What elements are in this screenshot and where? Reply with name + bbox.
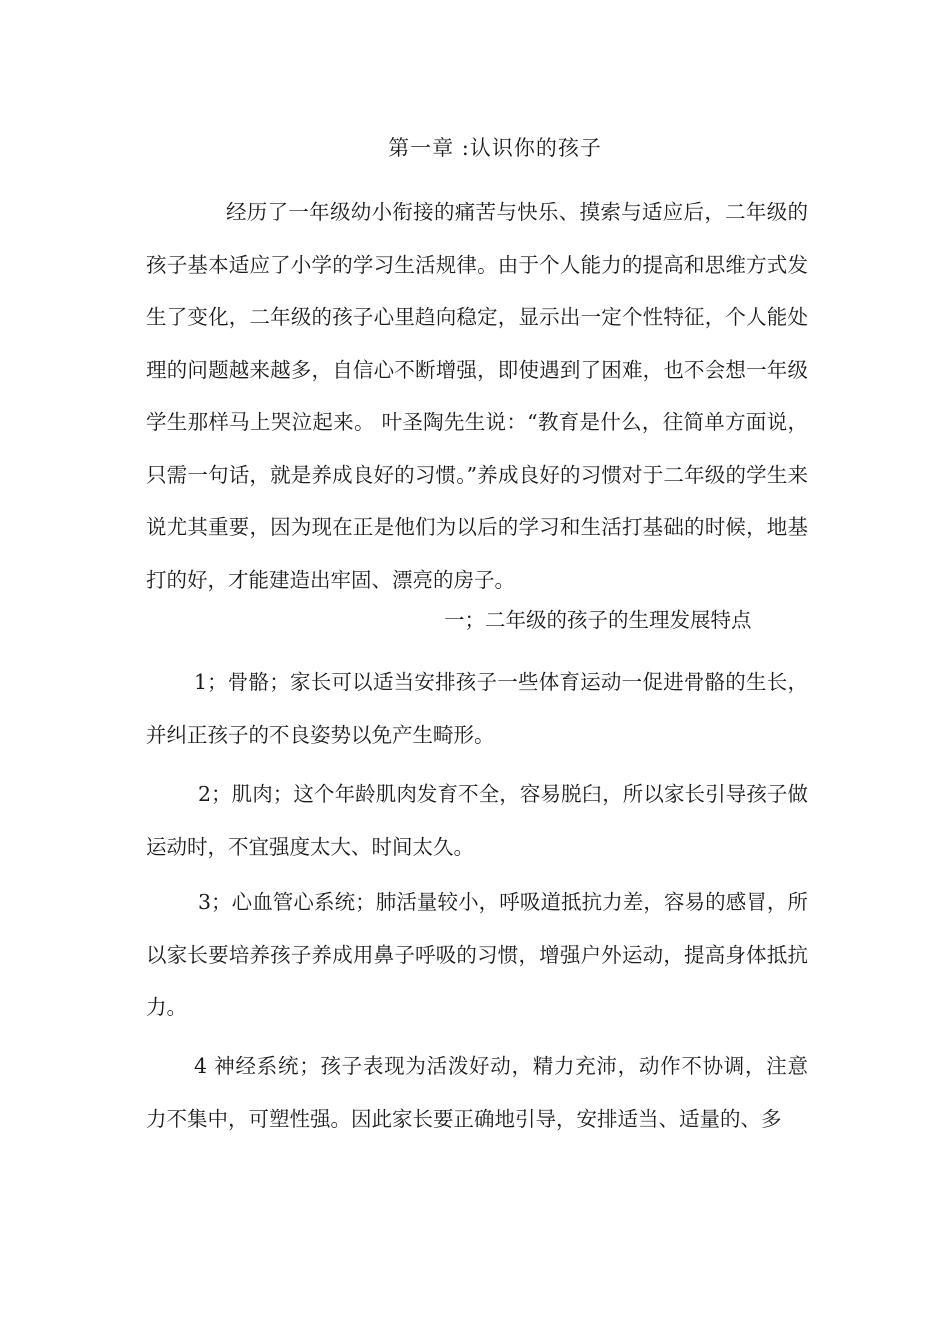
list-item-skeleton: 1；骨骼；家长可以适当安排孩子一些体育运动一促进骨骼的生长，并纠正孩子的不良姿势以免产生畸形。 xyxy=(146,670,808,747)
list-item-muscle: 2；肌肉；这个年龄肌肉发育不全，容易脱臼，所以家长引导孩子做运动时，不宜强度太大、时间太久。 xyxy=(146,782,808,859)
section-heading: 一；二年级的孩子的生理发展特点 xyxy=(444,608,752,632)
intro-paragraph: 经历了一年级幼小衔接的痛苦与快乐、摸索与适应后，二年级的孩子基本适应了小学的学习生活规律。由于个人能力的提高和思维方式发生了变化，二年级的孩子心里趋向稳定，显示出一定个性特征，个人能处理的问题越来越多，自信心不断增强，即使遇到了困难，也不会想一年级学生那样马上哭泣起来。 叶圣陶先生说：“教育是什么，往简单方面说，只需一句话，就是养成良好的习惯。”养成良好的习惯对于二年级的学生来说尤其重要，因为现在正是他们为以后的学习和生活打基础的时候，地基打的好，才能建造出牢固、漂亮的房子。 xyxy=(146,200,808,592)
list-item-nervous-system: 4 神经系统；孩子表现为活泼好动，精力充沛，动作不协调，注意力不集中，可塑性强。因此家长要正确地引导，安排适当、适量的、多 xyxy=(146,1054,808,1131)
list-item-cardiovascular: 3；心血管心系统；肺活量较小，呼吸道抵抗力差，容易的感冒，所以家长要培养孩子养成用鼻子呼吸的习惯，增强户外运动，提高身体抵抗力。 xyxy=(146,890,808,1019)
chapter-title: 第一章 :认识你的孩子 xyxy=(388,136,602,160)
